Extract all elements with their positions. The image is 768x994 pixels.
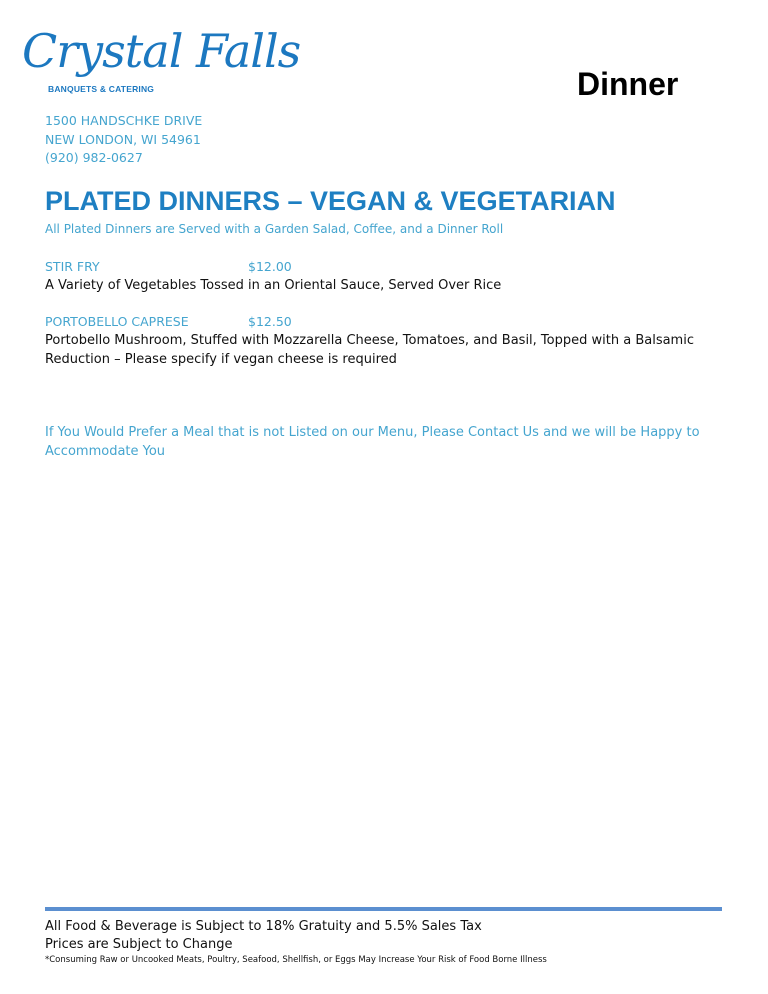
menu-item-description: Portobello Mushroom, Stuffed with Mozzarella Cheese, Tomatoes, and Basil, Topped with a Balsamic Reduction – Please specify if vegan cheese is required [45, 333, 694, 367]
page-title: Dinner [577, 66, 679, 102]
footer [45, 918, 725, 966]
address-block [45, 112, 202, 168]
gratuity-note: All Food & Beverage is Subject to 18% Gratuity and 5.5% Sales Tax [45, 919, 482, 934]
menu-item-name: STIR FRY [45, 259, 100, 274]
address-street: 1500 HANDSCHKE DRIVE [45, 113, 203, 128]
menu-item [45, 259, 725, 296]
menu-item-name: PORTOBELLO CAPRESE [45, 314, 189, 329]
food-safety-warning: *Consuming Raw or Uncooked Meats, Poultry, Seafood, Shellfish, or Eggs May Increase Your Risk of Food Borne Illness [45, 955, 547, 965]
menu-item-price: $12.00 [248, 259, 292, 274]
price-change-note: Prices are Subject to Change [45, 937, 233, 952]
brand-name: Crystal Falls [22, 24, 301, 78]
contact-note: If You Would Prefer a Meal that is not Listed on our Menu, Please Contact Us and we will be Happy to Accommodate You [45, 425, 700, 459]
section-title: PLATED DINNERS – VEGAN & VEGETARIAN [45, 186, 616, 216]
menu-item-header [45, 314, 725, 332]
section-subtitle: All Plated Dinners are Served with a Garden Salad, Coffee, and a Dinner Roll [45, 222, 504, 236]
menu-item-description: A Variety of Vegetables Tossed in an Oriental Sauce, Served Over Rice [45, 278, 502, 293]
address-phone: (920) 982-0627 [45, 150, 143, 165]
address-city: NEW LONDON, WI 54961 [45, 131, 201, 147]
menu-item-price: $12.50 [248, 314, 292, 329]
menu-item-header [45, 259, 725, 277]
footer-divider [45, 907, 722, 911]
brand-logo [22, 24, 301, 94]
brand-tagline: BANQUETS & CATERING [48, 84, 155, 94]
menu-item [45, 314, 725, 369]
